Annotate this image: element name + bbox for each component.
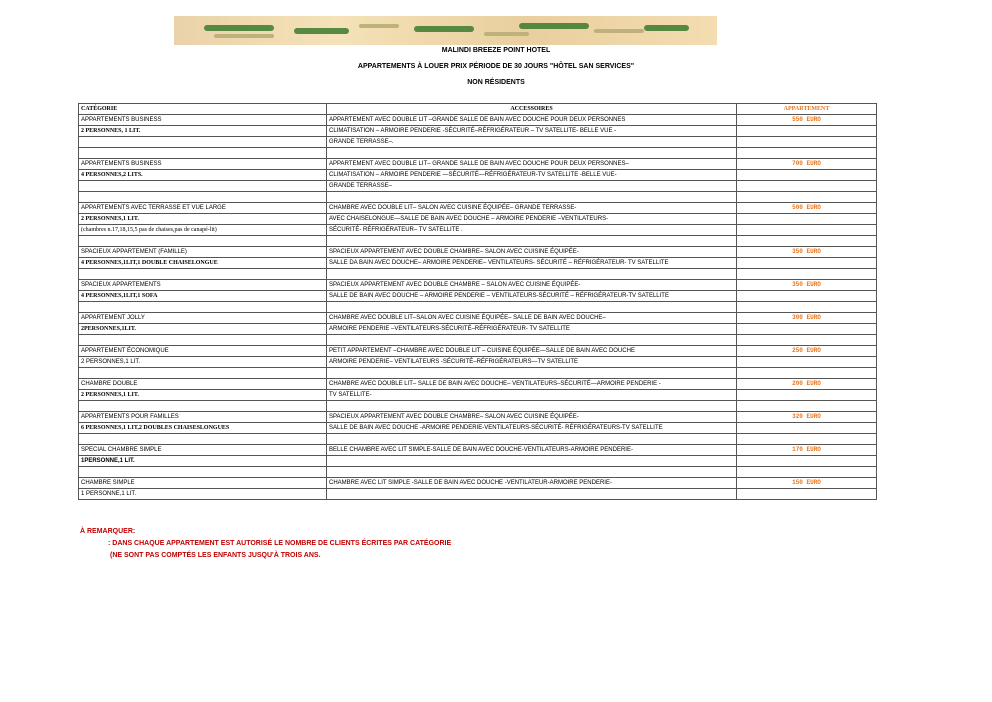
- category-cell: 1 PERSONNE,1 LIT.: [79, 489, 327, 500]
- table-row: [79, 401, 877, 412]
- price-cell: [737, 456, 877, 467]
- price-cell: 200 EURO: [737, 379, 877, 390]
- table-row: [79, 280, 877, 291]
- category-cell: 2PERSONNES,1LIT.: [79, 324, 327, 335]
- table-row: [79, 115, 877, 126]
- accessories-cell: SPACIEUX APPARTEMENT AVEC DOUBLE CHAMBRE– SALON AVEC CUISINE ÉQUIPÉE-: [327, 247, 737, 258]
- price-cell: 170 EURO: [737, 445, 877, 456]
- accessories-cell: [327, 269, 737, 280]
- column-header-accessories: ACCESSOIRES: [327, 104, 737, 115]
- accessories-cell: [327, 456, 737, 467]
- category-cell: 2 PERSONNES,1 LIT.: [79, 390, 327, 401]
- accessories-cell: [327, 302, 737, 313]
- accessories-cell: BELLE CHAMBRE AVEC LIT SIMPLE-SALLE DE BAIN AVEC DOUCHE-VENTILATEURS-ARMOIRE PENDERIE-: [327, 445, 737, 456]
- category-cell: 4 PERSONNES,1LIT,1 DOUBLE CHAISELONGUE: [79, 258, 327, 269]
- price-cell: 550 EURO: [737, 115, 877, 126]
- accessories-cell: [327, 368, 737, 379]
- price-cell: [737, 269, 877, 280]
- table-row: [79, 445, 877, 456]
- table-row: [79, 148, 877, 159]
- column-header-category: CATÉGORIE: [79, 104, 327, 115]
- accessories-cell: SPACIEUX APPARTEMENT AVEC DOUBLE CHAMBRE– SALON AVEC CUISINE ÉQUIPÉE-: [327, 412, 737, 423]
- accessories-cell: CHAMBRE AVEC DOUBLE LIT– SALLE DE BAIN AVEC DOUCHE– VENTILATEURS–SÉCURITÉ—ARMOIRE PENDERIE -: [327, 379, 737, 390]
- price-cell: [737, 357, 877, 368]
- category-cell: 2 PERSONNES, 1 LIT.: [79, 126, 327, 137]
- table-row: [79, 247, 877, 258]
- accessories-cell: TV SATELLITE-: [327, 390, 737, 401]
- table-row: [79, 126, 877, 137]
- price-cell: 500 EURO: [737, 203, 877, 214]
- table-row: [79, 137, 877, 148]
- accessories-cell: GRANDE TERRASSE–: [327, 181, 737, 192]
- category-cell: [79, 335, 327, 346]
- accessories-cell: [327, 434, 737, 445]
- accessories-cell: CLIMATISATION – ARMOIRE PENDERIE -SÉCURITÉ–RÉFRIGÉRATEUR – TV SATELLITE- BELLE VUE -: [327, 126, 737, 137]
- category-cell: SPECIAL CHAMBRE SIMPLE: [79, 445, 327, 456]
- price-cell: [737, 236, 877, 247]
- table-row: [79, 203, 877, 214]
- table-row: [79, 335, 877, 346]
- price-cell: [737, 368, 877, 379]
- table-row: [79, 214, 877, 225]
- category-cell: 2 PERSONNES,1 LIT.: [79, 357, 327, 368]
- category-cell: CHAMBRE SIMPLE: [79, 478, 327, 489]
- category-cell: APPARTEMENT JOLLY: [79, 313, 327, 324]
- table-row: [79, 467, 877, 478]
- table-row: [79, 346, 877, 357]
- table-row: [79, 390, 877, 401]
- category-cell: [79, 401, 327, 412]
- price-cell: [737, 434, 877, 445]
- price-cell: [737, 192, 877, 203]
- category-cell: 1PERSONNE,1 LIT.: [79, 456, 327, 467]
- page-subtitle: APPARTEMENTS À LOUER PRIX PÉRIODE DE 30 JOURS "HÔTEL SAN SERVICES": [357, 63, 635, 70]
- category-cell: APPARTEMENTS POUR FAMILLES: [79, 412, 327, 423]
- category-cell: 4 PERSONNES,1LIT,1 SOFA: [79, 291, 327, 302]
- price-cell: 700 EURO: [737, 159, 877, 170]
- remarks-block: [80, 526, 451, 562]
- accessories-cell: CLIMATISATION – ARMOIRE PENDERIE —SÉCURITÉ—RÉFRIGÉRATEUR-TV SATELLITE -BELLE VUE-: [327, 170, 737, 181]
- table-row: [79, 489, 877, 500]
- residency-label: NON RÉSIDENTS: [467, 79, 525, 86]
- table-row: [79, 269, 877, 280]
- table-row: [79, 170, 877, 181]
- accessories-cell: ARMOIRE PENDERIE –VENTILATEURS-SÉCURITÉ–RÉFRIGÉRATEUR- TV SATELLITE: [327, 324, 737, 335]
- table-row: [79, 434, 877, 445]
- table-row: [79, 302, 877, 313]
- category-cell: 4 PERSONNES,2 LITS.: [79, 170, 327, 181]
- price-cell: [737, 401, 877, 412]
- accessories-cell: PETIT APPARTEMENT –CHAMBRE AVEC DOUBLE LIT – CUISINE ÉQUIPÉE—SALLE DE BAIN AVEC DOUCHE: [327, 346, 737, 357]
- accessories-cell: SALLE DA BAIN AVEC DOUCHE– ARMOIRE PENDERIE– VENTILATEURS- SÉCURITÉ – RÉFRIGÉRATEUR- TV SATELLITE: [327, 258, 737, 269]
- price-cell: [737, 302, 877, 313]
- table-row: [79, 423, 877, 434]
- price-table: [78, 103, 877, 500]
- price-cell: [737, 137, 877, 148]
- column-header-apartment: APPARTEMENT: [737, 104, 877, 115]
- price-cell: 300 EURO: [737, 313, 877, 324]
- price-cell: 250 EURO: [737, 346, 877, 357]
- price-cell: [737, 170, 877, 181]
- category-cell: [79, 192, 327, 203]
- price-cell: [737, 258, 877, 269]
- accessories-cell: APPARTEMENT AVEC DOUBLE LIT– GRANDE SALLE DE BAIN AVEC DOUCHE POUR DEUX PERSONNES–: [327, 159, 737, 170]
- accessories-cell: GRANDE TERRASSE–.: [327, 137, 737, 148]
- table-row: [79, 236, 877, 247]
- hotel-banner-logo: [174, 16, 717, 45]
- category-cell: [79, 148, 327, 159]
- category-cell: [79, 467, 327, 478]
- category-cell: [79, 434, 327, 445]
- table-row: [79, 313, 877, 324]
- accessories-cell: CHAMBRE AVEC LIT SIMPLE -SALLE DE BAIN AVEC DOUCHE -VENTILATEUR-ARMOIRE PENDERIE-: [327, 478, 737, 489]
- remarks-line-2: (NE SONT PAS COMPTÉS LES ENFANTS JUSQU'À TROIS ANS.: [110, 552, 321, 559]
- category-cell: [79, 368, 327, 379]
- accessories-cell: CHAMBRE AVEC DOUBLE LIT– SALON AVEC CUISINE ÉQUIPÉE– GRANDE TERRASSE-: [327, 203, 737, 214]
- category-cell: [79, 181, 327, 192]
- accessories-cell: [327, 401, 737, 412]
- accessories-cell: SALLE DE BAIN AVEC DOUCHE – ARMOIRE PENDERIE – VENTILATEURS-SÉCURITÉ – RÉFRIGÉRATEUR-TV SATELLITE: [327, 291, 737, 302]
- table-row: [79, 478, 877, 489]
- price-cell: [737, 324, 877, 335]
- price-cell: [737, 335, 877, 346]
- price-cell: [737, 225, 877, 236]
- accessories-cell: APPARTEMENT AVEC DOUBLE LIT –GRANDE SALLE DE BAIN AVEC DOUCHE POUR DEUX PERSONNES: [327, 115, 737, 126]
- category-cell: (chambres n.17,18,15,5 pas de chaises,pas de canapé-lit): [79, 225, 327, 236]
- price-cell: [737, 467, 877, 478]
- table-row: [79, 324, 877, 335]
- accessories-cell: CHAMBRE AVEC DOUBLE LIT–SALON AVEC CUISINE ÉQUIPÉE– SALLE DE BAIN AVEC DOUCHE–: [327, 313, 737, 324]
- hotel-name: MALINDI BREEZE POINT HOTEL: [441, 47, 551, 54]
- table-row: [79, 357, 877, 368]
- table-row: [79, 412, 877, 423]
- accessories-cell: AVEC CHAISELONGUE—SALLE DE BAIN AVEC DOUCHE – ARMOIRE PENDERIE –VENTILATEURS-: [327, 214, 737, 225]
- price-cell: [737, 126, 877, 137]
- category-cell: CHAMBRE DOUBLE: [79, 379, 327, 390]
- price-cell: [737, 423, 877, 434]
- table-header-row: [79, 104, 877, 115]
- accessories-cell: [327, 489, 737, 500]
- price-cell: [737, 390, 877, 401]
- price-cell: [737, 148, 877, 159]
- accessories-cell: SPACIEUX APPARTEMENT AVEC DOUBLE CHAMBRE – SALON AVEC CUISINE ÉQUIPÉE-: [327, 280, 737, 291]
- accessories-cell: [327, 192, 737, 203]
- remarks-line-1: : DANS CHAQUE APPARTEMENT EST AUTORISÉ LE NOMBRE DE CLIENTS ÉCRITES PAR CATÉGORIE: [108, 540, 452, 547]
- category-cell: APPARTEMENTS BUSINESS: [79, 159, 327, 170]
- table-row: [79, 181, 877, 192]
- price-cell: [737, 181, 877, 192]
- category-cell: 2 PERSONNES,1 LIT.: [79, 214, 327, 225]
- table-row: [79, 456, 877, 467]
- accessories-cell: [327, 148, 737, 159]
- accessories-cell: [327, 467, 737, 478]
- category-cell: SPACIEUX APPARTEMENT (FAMILLE): [79, 247, 327, 258]
- table-row: [79, 159, 877, 170]
- price-cell: 350 EURO: [737, 247, 877, 258]
- category-cell: [79, 137, 327, 148]
- price-cell: [737, 489, 877, 500]
- category-cell: APPARTEMENTS BUSINESS: [79, 115, 327, 126]
- accessories-cell: [327, 236, 737, 247]
- category-cell: [79, 269, 327, 280]
- price-cell: [737, 291, 877, 302]
- price-cell: 350 EURO: [737, 280, 877, 291]
- price-cell: 150 EURO: [737, 478, 877, 489]
- category-cell: APPARTEMENTS AVEC TERRASSE ET VUE LARGE: [79, 203, 327, 214]
- remarks-title: À REMARQUER:: [80, 528, 136, 535]
- table-row: [79, 291, 877, 302]
- category-cell: 6 PERSONNES,1 LIT,2 DOUBLES CHAISESLONGUES: [79, 423, 327, 434]
- table-row: [79, 379, 877, 390]
- category-cell: [79, 302, 327, 313]
- price-cell: [737, 214, 877, 225]
- table-row: [79, 368, 877, 379]
- table-row: [79, 192, 877, 203]
- accessories-cell: [327, 335, 737, 346]
- price-cell: 320 EURO: [737, 412, 877, 423]
- category-cell: APPARTEMENT ÉCONOMIQUE: [79, 346, 327, 357]
- table-row: [79, 225, 877, 236]
- category-cell: [79, 236, 327, 247]
- accessories-cell: ARMOIRE PENDERIE– VENTILATEURS -SÉCURITÉ–RÉFRIGÉRATEURS—TV SATELLITE: [327, 357, 737, 368]
- accessories-cell: SÉCURITÉ- RÉFRIGÉRATEUR– TV SATELLITE .: [327, 225, 737, 236]
- accessories-cell: SALLE DE BAIN AVEC DOUCHE -ARMOIRE PENDERIE-VENTILATEURS-SÉCURITÉ- RÉFRIGÉRATEURS-TV SATELLITE: [327, 423, 737, 434]
- category-cell: SPACIEUX APPARTEMENTS: [79, 280, 327, 291]
- table-row: [79, 258, 877, 269]
